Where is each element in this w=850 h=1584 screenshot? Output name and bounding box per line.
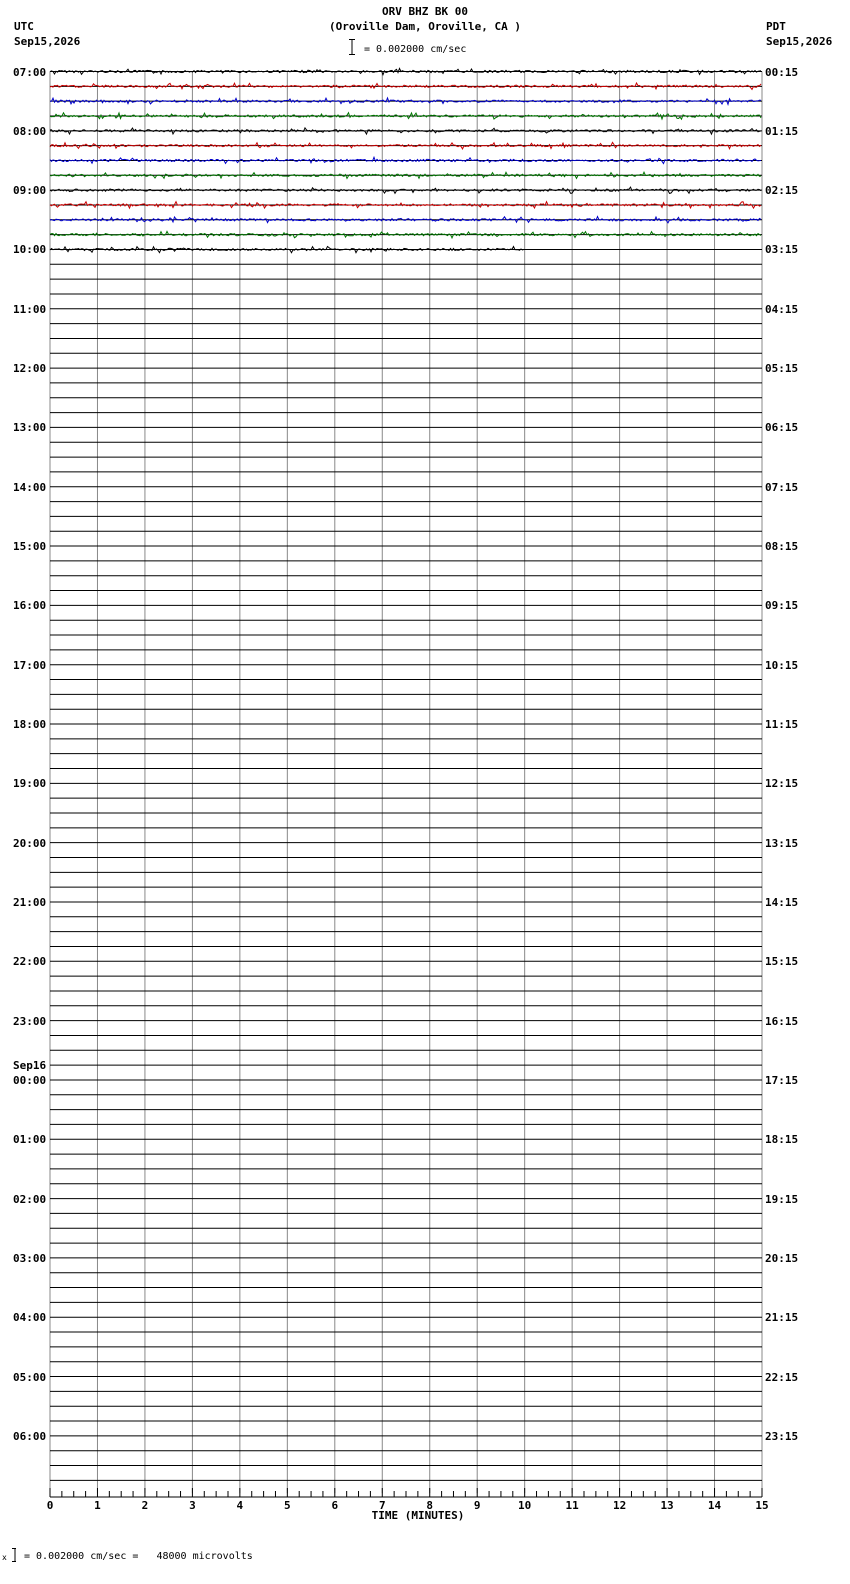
x-tick-label: 12 bbox=[612, 1499, 627, 1512]
utc-hour-label: 20:00 bbox=[13, 836, 47, 850]
utc-hour-label: 23:00 bbox=[13, 1014, 47, 1028]
utc-hour-label: 06:00 bbox=[13, 1429, 47, 1443]
x-tick-label: 9 bbox=[473, 1499, 481, 1512]
x-tick-label: 11 bbox=[565, 1499, 579, 1512]
station-location: (Oroville Dam, Oroville, CA ) bbox=[328, 20, 522, 33]
pdt-hour-label: 06:15 bbox=[765, 421, 799, 435]
utc-hour-label: 03:00 bbox=[13, 1251, 47, 1265]
scale-label: = 0.002000 cm/sec bbox=[364, 44, 467, 55]
utc-hour-label: 00:00 bbox=[13, 1073, 47, 1087]
utc-hour-label: 18:00 bbox=[13, 718, 47, 732]
utc-hour-label: 05:00 bbox=[13, 1370, 47, 1384]
x-tick-label: 15 bbox=[755, 1499, 769, 1512]
utc-hour-label: 13:00 bbox=[13, 421, 47, 435]
pdt-hour-label: 13:15 bbox=[765, 836, 799, 850]
footer-scale-bar-icon bbox=[2, 1547, 16, 1563]
utc-hour-label: 22:00 bbox=[13, 955, 47, 969]
utc-hour-label: 21:00 bbox=[13, 895, 47, 909]
x-tick-label: 7 bbox=[378, 1499, 386, 1512]
pdt-hour-label: 23:15 bbox=[765, 1429, 799, 1443]
date-change-label: Sep16 bbox=[13, 1058, 47, 1072]
utc-hour-label: 16:00 bbox=[13, 599, 47, 613]
x-tick-label: 8 bbox=[426, 1499, 434, 1512]
x-tick-label: 10 bbox=[518, 1499, 532, 1512]
pdt-hour-label: 05:15 bbox=[765, 362, 799, 376]
x-tick-label: 6 bbox=[331, 1499, 339, 1512]
pdt-hour-label: 10:15 bbox=[765, 658, 799, 672]
pdt-hour-label: 03:15 bbox=[765, 243, 799, 257]
utc-hour-label: 08:00 bbox=[13, 124, 47, 138]
pdt-hour-label: 04:15 bbox=[765, 302, 799, 316]
utc-hour-label: 19:00 bbox=[13, 777, 47, 791]
x-tick-label: 5 bbox=[284, 1499, 291, 1512]
seismic-trace bbox=[50, 157, 761, 163]
footer-scale-note: = 0.002000 cm/sec = 48000 microvolts bbox=[24, 1551, 253, 1562]
seismic-traces bbox=[50, 68, 761, 252]
left-timezone: UTC bbox=[14, 20, 34, 33]
pdt-hour-label: 01:15 bbox=[765, 124, 799, 138]
utc-hour-label: 15:00 bbox=[13, 540, 47, 554]
pdt-hour-label: 16:15 bbox=[765, 1014, 799, 1028]
pdt-hour-label: 08:15 bbox=[765, 540, 799, 554]
x-tick-label: 4 bbox=[236, 1499, 244, 1512]
pdt-hour-label: 21:15 bbox=[765, 1311, 799, 1325]
utc-hour-label: 10:00 bbox=[13, 243, 47, 257]
pdt-hour-label: 19:15 bbox=[765, 1192, 799, 1206]
pdt-hour-label: 17:15 bbox=[765, 1073, 799, 1087]
station-title: ORV BHZ BK 00 bbox=[381, 5, 469, 18]
x-tick-label: 0 bbox=[46, 1499, 54, 1512]
pdt-hour-label: 07:15 bbox=[765, 480, 799, 494]
scale-bar-icon bbox=[349, 39, 355, 55]
pdt-hour-label: 20:15 bbox=[765, 1251, 799, 1265]
x-tick-label: 13 bbox=[660, 1499, 674, 1512]
svg-text:x: x bbox=[2, 1553, 7, 1562]
utc-hour-label: 07:00 bbox=[13, 65, 47, 79]
x-tick-label: 3 bbox=[189, 1499, 196, 1512]
utc-hour-label: 12:00 bbox=[13, 362, 47, 376]
utc-hour-label: 17:00 bbox=[13, 658, 47, 672]
pdt-hour-label: 15:15 bbox=[765, 955, 799, 969]
utc-hour-label: 09:00 bbox=[13, 184, 47, 198]
pdt-hour-label: 22:15 bbox=[765, 1370, 799, 1384]
pdt-hour-label: 14:15 bbox=[765, 895, 799, 909]
x-tick-label: 1 bbox=[94, 1499, 101, 1512]
pdt-hour-label: 09:15 bbox=[765, 599, 799, 613]
pdt-hour-label: 02:15 bbox=[765, 184, 799, 198]
left-date: Sep15,2026 bbox=[14, 35, 81, 48]
pdt-hour-label: 11:15 bbox=[765, 718, 799, 732]
pdt-hour-label: 18:15 bbox=[765, 1133, 799, 1147]
utc-hour-label: 01:00 bbox=[13, 1133, 47, 1147]
utc-hour-label: 11:00 bbox=[13, 302, 47, 316]
utc-hour-label: 04:00 bbox=[13, 1311, 47, 1325]
x-axis-title: TIME (MINUTES) bbox=[371, 1509, 465, 1522]
utc-hour-label: 14:00 bbox=[13, 480, 47, 494]
plot-grid bbox=[50, 72, 762, 1494]
pdt-hour-label: 00:15 bbox=[765, 65, 799, 79]
utc-hour-label: 02:00 bbox=[13, 1192, 47, 1206]
right-timezone: PDT bbox=[766, 20, 786, 33]
right-date: Sep15,2026 bbox=[766, 35, 833, 48]
x-tick-label: 14 bbox=[707, 1499, 722, 1512]
x-tick-label: 2 bbox=[141, 1499, 149, 1512]
pdt-hour-label: 12:15 bbox=[765, 777, 799, 791]
